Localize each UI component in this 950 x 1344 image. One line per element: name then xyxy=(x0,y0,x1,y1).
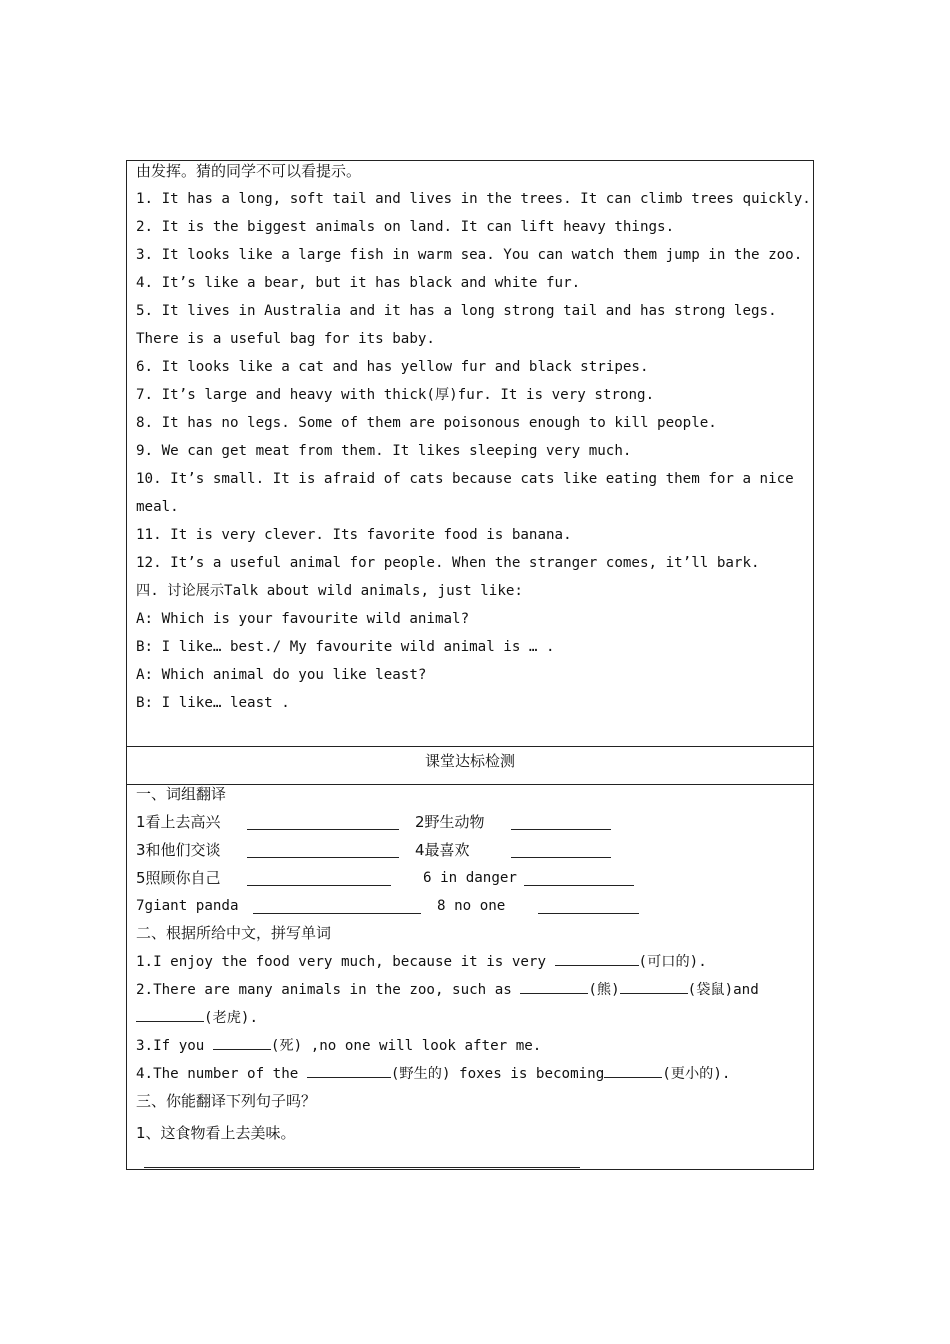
section-title: 课堂达标检测 xyxy=(424,752,515,770)
riddle-line: 4. It’s like a bear, but it has black and white fur. xyxy=(136,275,581,291)
riddle-line: 11. It is very clever. Its favorite food is banana. xyxy=(136,527,572,543)
dialogue-line: B: I like… best./ My favourite wild animal is … . xyxy=(136,639,555,655)
discussion-heading: 四. 讨论展示Talk about wild animals, just like: xyxy=(136,583,523,599)
worksheet-frame xyxy=(126,160,814,1170)
riddle-line: 3. It looks like a large fish in warm sea. You can watch them jump in the zoo. xyxy=(136,247,803,263)
answer-blank[interactable] xyxy=(511,857,611,858)
hint-text: (野生的) foxes is becoming xyxy=(390,1066,605,1082)
phrase-item: 3和他们交谈 xyxy=(136,841,221,859)
answer-line[interactable] xyxy=(144,1167,580,1168)
dialogue-line: B: I like… least . xyxy=(136,695,290,711)
hint-text: (熊) xyxy=(588,982,620,998)
answer-blank[interactable] xyxy=(511,829,611,830)
phrase-item: 7giant panda xyxy=(136,898,239,914)
dialogue-line: A: Which is your favourite wild animal? xyxy=(136,611,470,627)
exercise3-heading: 三、你能翻译下列句子吗？ xyxy=(136,1092,317,1110)
intro-text: 由发挥。猜的同学不可以看提示。 xyxy=(136,162,362,180)
question-text: 1.I enjoy the food very much, because it is very xyxy=(136,954,546,970)
riddle-line: 7. It’s large and heavy with thick(厚)fur. It is very strong. xyxy=(136,387,655,403)
answer-blank[interactable] xyxy=(620,979,688,994)
divider xyxy=(127,784,813,785)
answer-blank[interactable] xyxy=(555,951,639,966)
question-text: 4.The number of the xyxy=(136,1066,299,1082)
spelling-question xyxy=(136,979,759,1000)
phrase-item: 5照顾你自己 xyxy=(136,869,221,887)
question-text: 3.If you xyxy=(136,1038,205,1054)
hint-text: (更小的). xyxy=(662,1066,731,1082)
phrase-item: 4最喜欢 xyxy=(415,841,470,859)
divider xyxy=(127,746,813,747)
answer-blank[interactable] xyxy=(253,913,421,914)
riddle-line: 10. It’s small. It is afraid of cats because cats like eating them for a nice xyxy=(136,471,794,487)
hint-text: (袋鼠)and xyxy=(687,982,759,998)
exercise1-heading: 一、词组翻译 xyxy=(136,785,227,803)
phrase-item: 1看上去高兴 xyxy=(136,813,221,831)
phrase-item: 8 no one xyxy=(437,898,506,914)
exercise2-heading: 二、根据所给中文，拼写单词 xyxy=(136,924,332,942)
answer-blank[interactable] xyxy=(247,885,391,886)
spelling-question xyxy=(136,951,707,972)
spelling-question xyxy=(136,1035,541,1056)
riddle-line: 2. It is the biggest animals on land. It can lift heavy things. xyxy=(136,219,675,235)
answer-blank[interactable] xyxy=(213,1035,271,1050)
dialogue-line: A: Which animal do you like least? xyxy=(136,667,427,683)
riddle-line: 9. We can get meat from them. It likes sleeping very much. xyxy=(136,443,632,459)
hint-text: (死) ,no one will look after me. xyxy=(270,1038,542,1054)
translation-question: 1、这食物看上去美味。 xyxy=(136,1124,296,1142)
phrase-item: 2野生动物 xyxy=(415,813,485,831)
answer-blank[interactable] xyxy=(538,913,639,914)
riddle-line: meal. xyxy=(136,499,179,515)
answer-blank[interactable] xyxy=(307,1063,391,1078)
riddle-line: 5. It lives in Australia and it has a long strong tail and has strong legs. xyxy=(136,303,777,319)
answer-blank[interactable] xyxy=(136,1007,204,1022)
answer-blank[interactable] xyxy=(247,857,399,858)
answer-blank[interactable] xyxy=(247,829,399,830)
answer-blank[interactable] xyxy=(604,1063,662,1078)
riddle-line: 12. It’s a useful animal for people. When the stranger comes, it’ll bark. xyxy=(136,555,760,571)
riddle-line: There is a useful bag for its baby. xyxy=(136,331,435,347)
hint-text: (老虎). xyxy=(204,1010,258,1026)
riddle-line: 8. It has no legs. Some of them are poisonous enough to kill people. xyxy=(136,415,717,431)
answer-blank[interactable] xyxy=(524,885,634,886)
phrase-item: 6 in danger xyxy=(423,870,517,886)
spelling-question xyxy=(136,1063,730,1084)
question-text: 2.There are many animals in the zoo, such as xyxy=(136,982,512,998)
spelling-question xyxy=(136,1007,258,1028)
hint-text: (可口的). xyxy=(638,954,707,970)
riddle-line: 6. It looks like a cat and has yellow fur and black stripes. xyxy=(136,359,649,375)
riddle-line: 1. It has a long, soft tail and lives in the trees. It can climb trees quickly. xyxy=(136,191,811,207)
answer-blank[interactable] xyxy=(520,979,588,994)
